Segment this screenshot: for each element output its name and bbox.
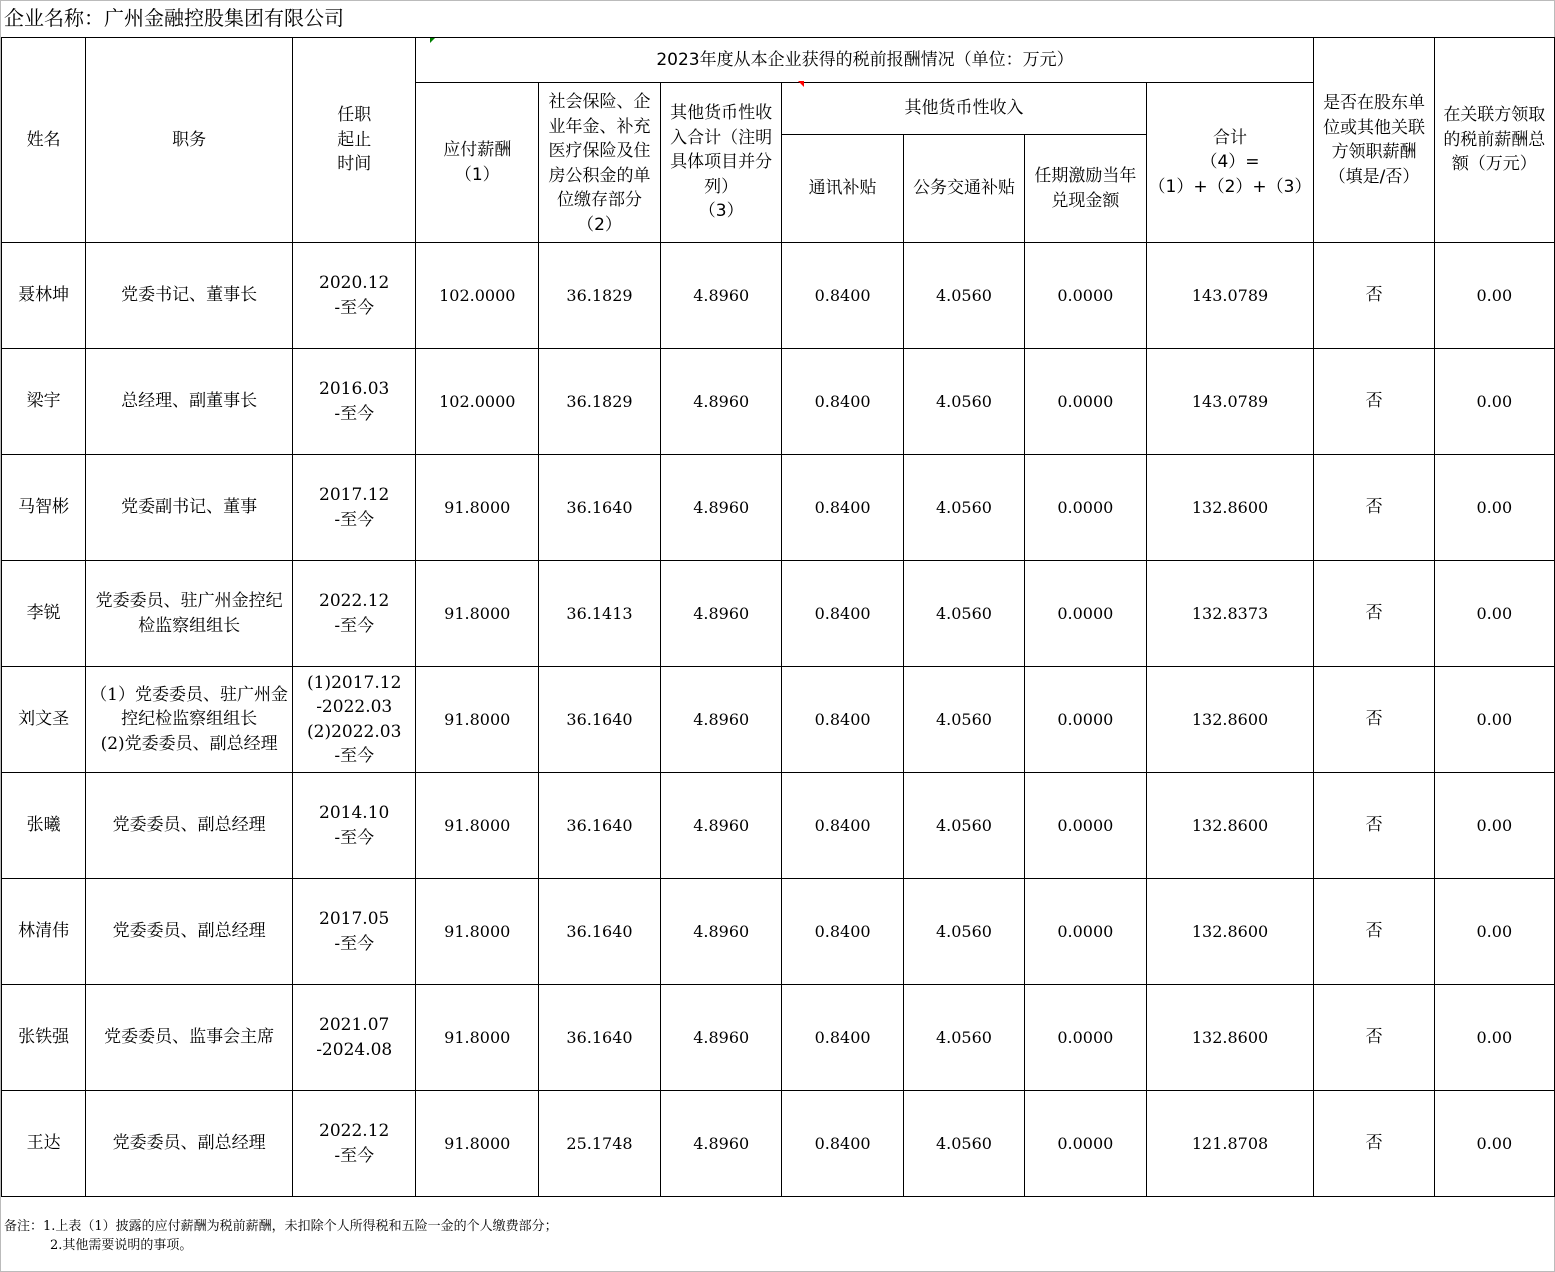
table-row [2, 455, 1555, 561]
cell-incentive: 0.0000 [1025, 879, 1146, 985]
cell-salary: 91.8000 [416, 561, 539, 667]
cell-incentive: 0.0000 [1025, 561, 1146, 667]
cell-incentive: 0.0000 [1025, 773, 1146, 879]
cell-total: 132.8600 [1146, 667, 1314, 773]
cell-salary: 102.0000 [416, 349, 539, 455]
cell-name: 张铁强 [2, 985, 86, 1091]
cell-position: 党委委员、监事会主席 [86, 985, 293, 1091]
cell-related: 0.00 [1434, 985, 1554, 1091]
cell-term: 2021.07 -2024.08 [292, 985, 416, 1091]
cell-salary: 102.0000 [416, 243, 539, 349]
cell-telecom: 0.8400 [782, 243, 903, 349]
cell-marker [430, 38, 435, 43]
cell-transport: 4.0560 [903, 667, 1024, 773]
cell-term: 2017.12 -至今 [292, 455, 416, 561]
cell-related: 0.00 [1434, 243, 1554, 349]
cell-other: 4.8960 [660, 561, 781, 667]
cell-transport: 4.0560 [903, 243, 1024, 349]
cell-telecom: 0.8400 [782, 349, 903, 455]
cell-social: 36.1640 [539, 455, 661, 561]
cell-transport: 4.0560 [903, 561, 1024, 667]
cell-other: 4.8960 [660, 773, 781, 879]
cell-incentive: 0.0000 [1025, 349, 1146, 455]
cell-term: 2022.12 -至今 [292, 561, 416, 667]
cell-other: 4.8960 [660, 243, 781, 349]
cell-total: 143.0789 [1146, 349, 1314, 455]
header-position: 职务 [86, 38, 293, 243]
table-row [2, 561, 1555, 667]
cell-social: 36.1640 [539, 667, 661, 773]
cell-incentive: 0.0000 [1025, 243, 1146, 349]
cell-related: 0.00 [1434, 561, 1554, 667]
cell-name: 梁宇 [2, 349, 86, 455]
cell-transport: 4.0560 [903, 985, 1024, 1091]
table-row [2, 773, 1555, 879]
cell-telecom: 0.8400 [782, 879, 903, 985]
cell-telecom: 0.8400 [782, 561, 903, 667]
cell-shareholder: 否 [1314, 561, 1434, 667]
cell-shareholder: 否 [1314, 773, 1434, 879]
cell-related: 0.00 [1434, 773, 1554, 879]
cell-name: 刘文圣 [2, 667, 86, 773]
cell-term: 2020.12 -至今 [292, 243, 416, 349]
cell-other: 4.8960 [660, 1091, 781, 1197]
header-total: 合计 （4）=（1）+（2）+（3） [1146, 83, 1314, 243]
table-row [2, 349, 1555, 455]
cell-telecom: 0.8400 [782, 455, 903, 561]
cell-related: 0.00 [1434, 1091, 1554, 1197]
cell-total: 132.8600 [1146, 773, 1314, 879]
cell-shareholder: 否 [1314, 985, 1434, 1091]
cell-salary: 91.8000 [416, 773, 539, 879]
cell-total: 132.8600 [1146, 879, 1314, 985]
cell-shareholder: 否 [1314, 349, 1434, 455]
note-line-2: 2.其他需要说明的事项。 [50, 1238, 193, 1253]
header-name: 姓名 [2, 38, 86, 243]
cell-transport: 4.0560 [903, 773, 1024, 879]
cell-total: 132.8600 [1146, 985, 1314, 1091]
cell-social: 36.1829 [539, 349, 661, 455]
cell-position: 总经理、副董事长 [86, 349, 293, 455]
cell-name: 王达 [2, 1091, 86, 1197]
cell-salary: 91.8000 [416, 667, 539, 773]
header-transport: 公务交通补贴 [903, 135, 1024, 243]
cell-telecom: 0.8400 [782, 985, 903, 1091]
cell-incentive: 0.0000 [1025, 1091, 1146, 1197]
cell-other: 4.8960 [660, 349, 781, 455]
cell-position: 党委委员、副总经理 [86, 1091, 293, 1197]
cell-incentive: 0.0000 [1025, 455, 1146, 561]
cell-transport: 4.0560 [903, 455, 1024, 561]
cell-shareholder: 否 [1314, 243, 1434, 349]
cell-social: 36.1640 [539, 879, 661, 985]
header-group-title: 2023年度从本企业获得的税前报酬情况（单位：万元） [416, 38, 1314, 83]
cell-term: 2022.12 -至今 [292, 1091, 416, 1197]
header-related: 在关联方领取的税前薪酬总额（万元） [1434, 38, 1554, 243]
cell-shareholder: 否 [1314, 879, 1434, 985]
table-row [2, 879, 1555, 985]
cell-name: 马智彬 [2, 455, 86, 561]
cell-position: 党委委员、副总经理 [86, 879, 293, 985]
cell-name: 李锐 [2, 561, 86, 667]
cell-telecom: 0.8400 [782, 1091, 903, 1197]
salary-table [1, 37, 1555, 1197]
notes [4, 1217, 558, 1255]
cell-related: 0.00 [1434, 667, 1554, 773]
header-incentive: 任期激励当年兑现金额 [1025, 135, 1146, 243]
cell-position: 党委委员、副总经理 [86, 773, 293, 879]
cell-term: (1)2017.12 -2022.03 (2)2022.03 -至今 [292, 667, 416, 773]
cell-total: 121.8708 [1146, 1091, 1314, 1197]
cell-social: 25.1748 [539, 1091, 661, 1197]
cell-position: （1）党委委员、驻广州金控纪检监察组组长 (2)党委委员、副总经理 [86, 667, 293, 773]
cell-other: 4.8960 [660, 667, 781, 773]
cell-name: 林清伟 [2, 879, 86, 985]
header-other-group: 其他货币性收入 [782, 83, 1146, 135]
cell-other: 4.8960 [660, 985, 781, 1091]
cell-telecom: 0.8400 [782, 773, 903, 879]
cell-shareholder: 否 [1314, 1091, 1434, 1197]
cell-other: 4.8960 [660, 879, 781, 985]
table-row [2, 243, 1555, 349]
cell-position: 党委委员、驻广州金控纪检监察组组长 [86, 561, 293, 667]
cell-transport: 4.0560 [903, 1091, 1024, 1197]
cell-transport: 4.0560 [903, 349, 1024, 455]
header-term: 任职 起止 时间 [292, 38, 416, 243]
company-name: 企业名称：广州金融控股集团有限公司 [4, 6, 344, 30]
cell-transport: 4.0560 [903, 879, 1024, 985]
cell-shareholder: 否 [1314, 455, 1434, 561]
cell-total: 132.8600 [1146, 455, 1314, 561]
cell-shareholder: 否 [1314, 667, 1434, 773]
header-telecom: 通讯补贴 [782, 135, 903, 243]
header-shareholder: 是否在股东单位或其他关联方领职薪酬（填是/否） [1314, 38, 1434, 243]
cell-social: 36.1640 [539, 985, 661, 1091]
cell-salary: 91.8000 [416, 985, 539, 1091]
cell-position: 党委副书记、董事 [86, 455, 293, 561]
header-salary: 应付薪酬 （1） [416, 83, 539, 243]
cell-total: 132.8373 [1146, 561, 1314, 667]
cell-term: 2014.10 -至今 [292, 773, 416, 879]
cell-total: 143.0789 [1146, 243, 1314, 349]
cell-term: 2017.05 -至今 [292, 879, 416, 985]
cell-social: 36.1413 [539, 561, 661, 667]
cell-incentive: 0.0000 [1025, 667, 1146, 773]
cell-name: 聂林坤 [2, 243, 86, 349]
cell-salary: 91.8000 [416, 1091, 539, 1197]
cell-telecom: 0.8400 [782, 667, 903, 773]
cell-salary: 91.8000 [416, 455, 539, 561]
note-line-1: 备注：1.上表（1）披露的应付薪酬为税前薪酬，未扣除个人所得税和五险一金的个人缴费部分； [4, 1219, 558, 1234]
table-row [2, 667, 1555, 773]
cell-salary: 91.8000 [416, 879, 539, 985]
header-social [539, 83, 661, 243]
table-row [2, 985, 1555, 1091]
cell-term: 2016.03 -至今 [292, 349, 416, 455]
cell-related: 0.00 [1434, 349, 1554, 455]
cell-related: 0.00 [1434, 879, 1554, 985]
cell-incentive: 0.0000 [1025, 985, 1146, 1091]
header-social-text: 社会保险、企业年金、补充医疗保险及住房公积金的单位缴存部分（2） [548, 92, 651, 235]
cell-social: 36.1640 [539, 773, 661, 879]
header-other-total: 其他货币性收入合计（注明具体项目并分列） （3） [660, 83, 781, 243]
cell-name: 张曦 [2, 773, 86, 879]
table-row [2, 1091, 1555, 1197]
cell-social: 36.1829 [539, 243, 661, 349]
cell-related: 0.00 [1434, 455, 1554, 561]
cell-other: 4.8960 [660, 455, 781, 561]
comment-marker [798, 81, 804, 87]
cell-position: 党委书记、董事长 [86, 243, 293, 349]
